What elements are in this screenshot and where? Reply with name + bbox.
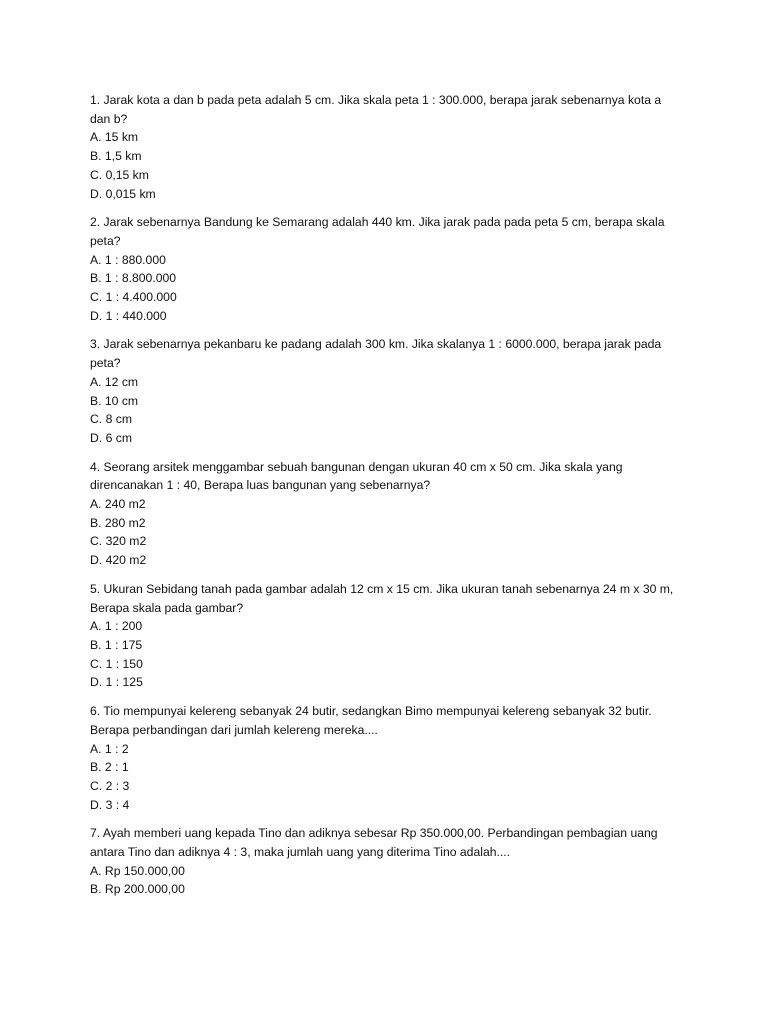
question-3 [90, 335, 680, 447]
option-b: B. Rp 200.000,00 [90, 882, 185, 897]
question-6 [90, 702, 680, 814]
answer-options [90, 128, 680, 203]
option-d: D. 3 : 4 [90, 797, 130, 812]
answer-options [90, 617, 680, 692]
question-2 [90, 213, 680, 325]
question-1 [90, 91, 680, 203]
question-text: 2. Jarak sebenarnya Bandung ke Semarang adalah 440 km. Jika jarak pada pada peta 5 cm, berapa skala peta? [90, 215, 665, 248]
answer-options [90, 495, 680, 570]
option-c: C. 1 : 4.400.000 [90, 290, 177, 305]
question-4 [90, 458, 680, 570]
option-a: A. Rp 150.000,00 [90, 863, 185, 878]
question-text: 3. Jarak sebenarnya pekanbaru ke padang adalah 300 km. Jika skalanya 1 : 6000.000, berapa jarak pada peta? [90, 337, 662, 371]
worksheet [90, 91, 680, 909]
question-text: 4. Seorang arsitek menggambar sebuah bangunan dengan ukuran 40 cm x 50 cm. Jika skala yang direncanakan 1 : 40, Berapa luas bangunan yang sebenarnya? [90, 459, 623, 493]
option-b: B. 1,5 km [90, 149, 142, 164]
option-c: C. 8 cm [90, 412, 132, 427]
question-text: 1. Jarak kota a dan b pada peta adalah 5 cm. Jika skala peta 1 : 300.000, berapa jarak sebenarnya kota a dan b? [90, 93, 662, 126]
option-d: D. 1 : 125 [90, 675, 143, 690]
option-b: B. 280 m2 [90, 515, 146, 530]
answer-options [90, 862, 680, 899]
answer-options [90, 740, 680, 815]
option-b: B. 1 : 8.800.000 [90, 271, 177, 286]
option-c: C. 320 m2 [90, 534, 147, 549]
option-c: C. 2 : 3 [90, 778, 130, 793]
option-c: C. 1 : 150 [90, 656, 143, 671]
answer-options [90, 251, 680, 326]
option-a: A. 1 : 2 [90, 741, 129, 756]
option-b: B. 2 : 1 [90, 760, 129, 775]
option-a: A. 15 km [90, 130, 139, 145]
option-b: B. 10 cm [90, 393, 139, 408]
option-d: D. 420 m2 [90, 553, 147, 568]
answer-options [90, 373, 680, 448]
option-a: A. 12 cm [90, 374, 139, 389]
option-a: A. 1 : 200 [90, 619, 143, 634]
question-text: 7. Ayah memberi uang kepada Tino dan adiknya sebesar Rp 350.000,00. Perbandingan pembagian uang antara Tino dan adiknya 4 : 3, maka jumlah uang yang diterima Tino adalah.... [90, 826, 658, 860]
option-c: C. 0,15 km [90, 167, 149, 182]
question-text: 6. Tio mempunyai kelereng sebanyak 24 butir, sedangkan Bimo mempunyai kelereng sebanyak 32 butir. Berapa perbandingan dari jumlah kelereng mereka.... [90, 704, 652, 737]
option-b: B. 1 : 175 [90, 637, 143, 652]
option-d: D. 1 : 440.000 [90, 308, 167, 323]
option-d: D. 0,015 km [90, 186, 156, 201]
question-text: 5. Ukuran Sebidang tanah pada gambar adalah 12 cm x 15 cm. Jika ukuran tanah sebenarnya 24 m x 30 m, Berapa skala pada gambar? [90, 581, 674, 615]
question-7 [90, 824, 680, 899]
option-a: A. 1 : 880.000 [90, 252, 166, 267]
option-a: A. 240 m2 [90, 497, 146, 512]
option-d: D. 6 cm [90, 430, 132, 445]
question-5 [90, 580, 680, 692]
